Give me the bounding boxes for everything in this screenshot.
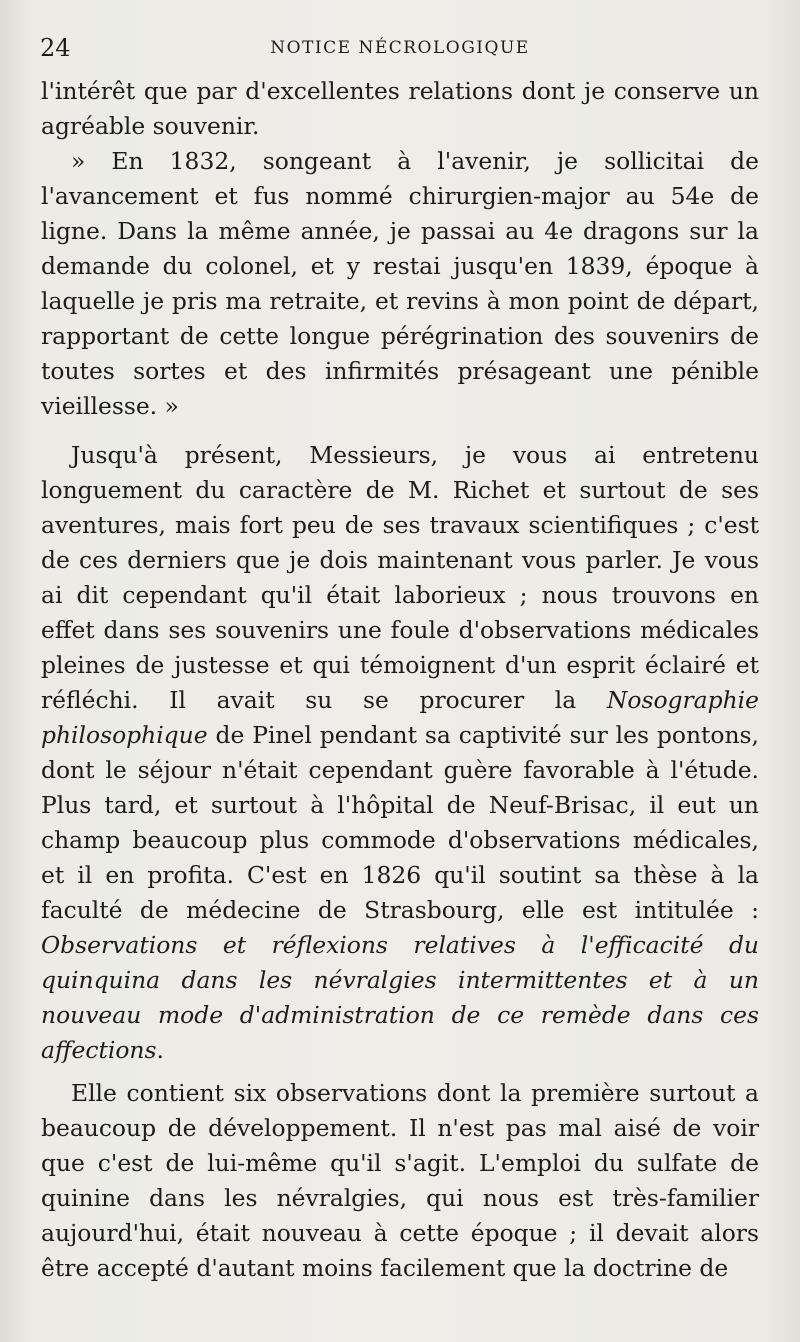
paragraph-scientific-work (41, 438, 759, 1068)
page-number: 24 (40, 34, 71, 62)
paragraph-text-part-2: de Pinel pendant sa captivité sur les pontons, dont le séjour n'était cependant guère favorable à l'étude. Plus tard, et surtout à l'hôpital de Neuf-Brisac, il eut un champ beaucoup plus commode d'observations médicales, et il en profita. C'est en 1826 qu'il soutint sa thèse à la faculté de médecine de Strasbourg, elle est intitulée : (41, 721, 759, 924)
nosographie-title: Nosographie philosophique (41, 686, 759, 749)
paragraph-continuation: l'intérêt que par d'excellentes relations dont je conserve un agréable souvenir. (41, 77, 759, 140)
page-header (40, 34, 760, 62)
paragraph-quote-1832: » En 1832, songeant à l'avenir, je sollicitai de l'avancement et fus nommé chirurgien-major au 54e de ligne. Dans la même année, je passai au 4e dragons sur la demande du colonel, et y restai jusqu'en 1839, époque à laquelle je pris ma retraite, et revins à mon point de départ, rapportant de cette longue pérégrination des souvenirs de toutes sortes et des infirmités présageant une pénible vieillesse. » (41, 147, 759, 420)
paragraph-text-part-3: . (156, 1036, 164, 1064)
paragraph-text-part-1: Jusqu'à présent, Messieurs, je vous ai entretenu longuement du caractère de M. Richet et surtout de ses aventures, mais fort peu de ses travaux scientifiques ; c'est de ces derniers que je dois maintenant vous parler. Je vous ai dit cependant qu'il était laborieux ; nous trouvons en effet dans ses souvenirs une foule d'observations médicales pleines de justesse et qui témoignent d'un esprit éclairé et réfléchi. Il avait su se procurer la (41, 441, 759, 714)
running-title: NOTICE NÉCROLOGIQUE (270, 38, 530, 58)
paragraph-observations: Elle contient six observations dont la première surtout a beaucoup de développement. Il n'est pas mal aisé de voir que c'est de lui-même qu'il s'agit. L'emploi du sulfate de quinine dans les névralgies, qui nous est très-familier aujourd'hui, était nouveau à cette époque ; il devait alors être accepté d'autant moins facilement que la doctrine de (41, 1079, 759, 1282)
thesis-title: Observations et réflexions relatives à l'efficacité du quinquina dans les névralgies intermittentes et à un nouveau mode d'administration de ce remède dans ces affections (41, 931, 759, 1064)
page-body (41, 74, 759, 1286)
